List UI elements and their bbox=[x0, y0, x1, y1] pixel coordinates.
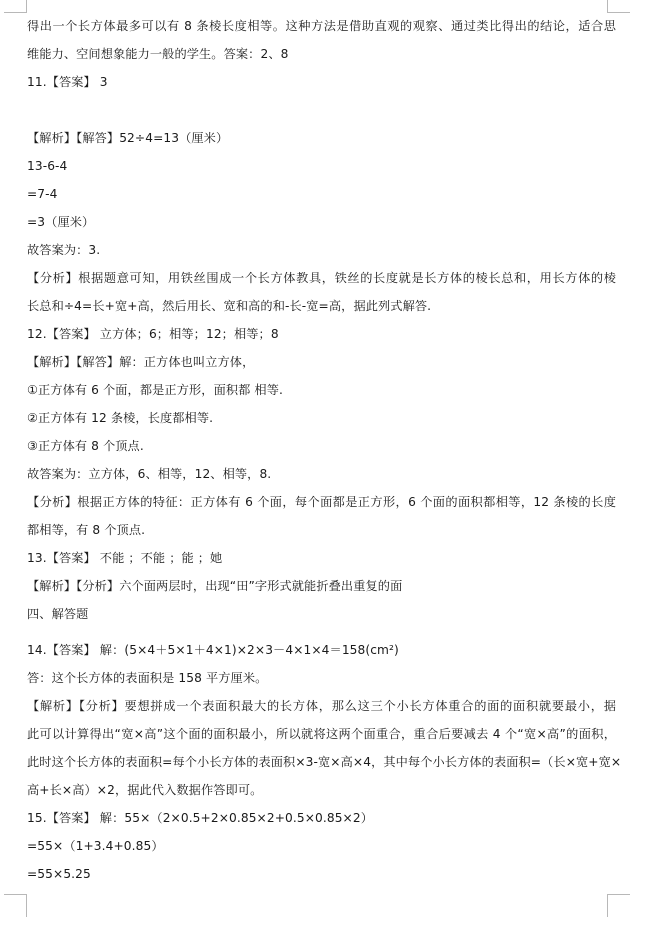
text-line: =55×5.25 bbox=[27, 867, 91, 881]
text-line: 长总和÷4=长+宽+高，然后用长、宽和高的和-长-宽=高，据此列式解答. bbox=[27, 299, 432, 313]
crop-mark-top-left bbox=[4, 0, 27, 13]
question-11-analysis: 【分析】根据题意可知，用铁丝围成一个长方体教具，铁丝的长度就是长方体的棱长总和，用长方体的棱 bbox=[27, 271, 616, 285]
question-11-answer: 11.【答案】 3 bbox=[27, 75, 108, 89]
question-12-analysis: 【分析】根据正方体的特征：正方体有 6 个面，每个面都是正方形，6 个面的面积都相等，12 条棱的长度 bbox=[27, 495, 616, 509]
question-11-solution: 【解析】【解答】52÷4=13（厘米） bbox=[27, 131, 229, 145]
crop-mark-bottom-right bbox=[607, 894, 630, 917]
crop-mark-bottom-left bbox=[4, 894, 27, 917]
question-14-answer: 14.【答案】 解：(5×4＋5×1＋4×1)×2×3－4×1×4＝158(cm²) bbox=[27, 643, 399, 657]
section-heading: 四、解答题 bbox=[27, 607, 89, 621]
text-line: ②正方体有 12 条棱，长度都相等. bbox=[27, 411, 214, 425]
text-line: 此时这个长方体的表面积=每个小长方体的表面积×3-宽×高×4，其中每个小长方体的表面积=（长×宽+宽× bbox=[27, 755, 622, 769]
text-line: =7-4 bbox=[27, 187, 58, 201]
text-line: 答：这个长方体的表面积是 158 平方厘米。 bbox=[27, 671, 268, 685]
text-line: 高+长×高）×2，据此代入数据作答即可。 bbox=[27, 783, 263, 797]
question-15-answer: 15.【答案】 解：55×（2×0.5+2×0.85×2+0.5×0.85×2） bbox=[27, 811, 374, 825]
question-13-analysis: 【解析】【分析】六个面两层时，出现“田”字形式就能折叠出重复的面 bbox=[27, 579, 403, 593]
text-line: 13-6-4 bbox=[27, 159, 68, 173]
text-line: 维能力、空间想象能力一般的学生。答案：2、8 bbox=[27, 47, 289, 61]
text-line: 此可以计算得出“宽×高”这个面的面积最小，所以就将这两个面重合，重合后要减去 4 个“宽×高”的面积， bbox=[27, 727, 616, 741]
text-line: 得出一个长方体最多可以有 8 条棱长度相等。这种方法是借助直观的观察、通过类比得出的结论，适合思 bbox=[27, 19, 616, 33]
text-line: 故答案为：3. bbox=[27, 243, 101, 257]
question-12-answer: 12.【答案】 立方体；6；相等；12；相等；8 bbox=[27, 327, 279, 341]
text-line: =55×（1+3.4+0.85） bbox=[27, 839, 164, 853]
text-line: 故答案为：立方体，6、相等，12、相等，8. bbox=[27, 467, 272, 481]
question-14-analysis: 【解析】【分析】要想拼成一个表面积最大的长方体，那么这三个小长方体重合的面的面积就要最小，据 bbox=[27, 699, 616, 713]
text-line: 都相等，有 8 个顶点. bbox=[27, 523, 146, 537]
text-line: ①正方体有 6 个面，都是正方形，面积都 相等. bbox=[27, 383, 283, 397]
text-line: ③正方体有 8 个顶点. bbox=[27, 439, 144, 453]
question-13-answer: 13.【答案】 不能 ；不能 ；能 ；她 bbox=[27, 551, 223, 565]
crop-mark-top-right bbox=[607, 0, 630, 13]
text-line: =3（厘米） bbox=[27, 215, 95, 229]
question-12-solution: 【解析】【解答】解：正方体也叫立方体， bbox=[27, 355, 255, 369]
